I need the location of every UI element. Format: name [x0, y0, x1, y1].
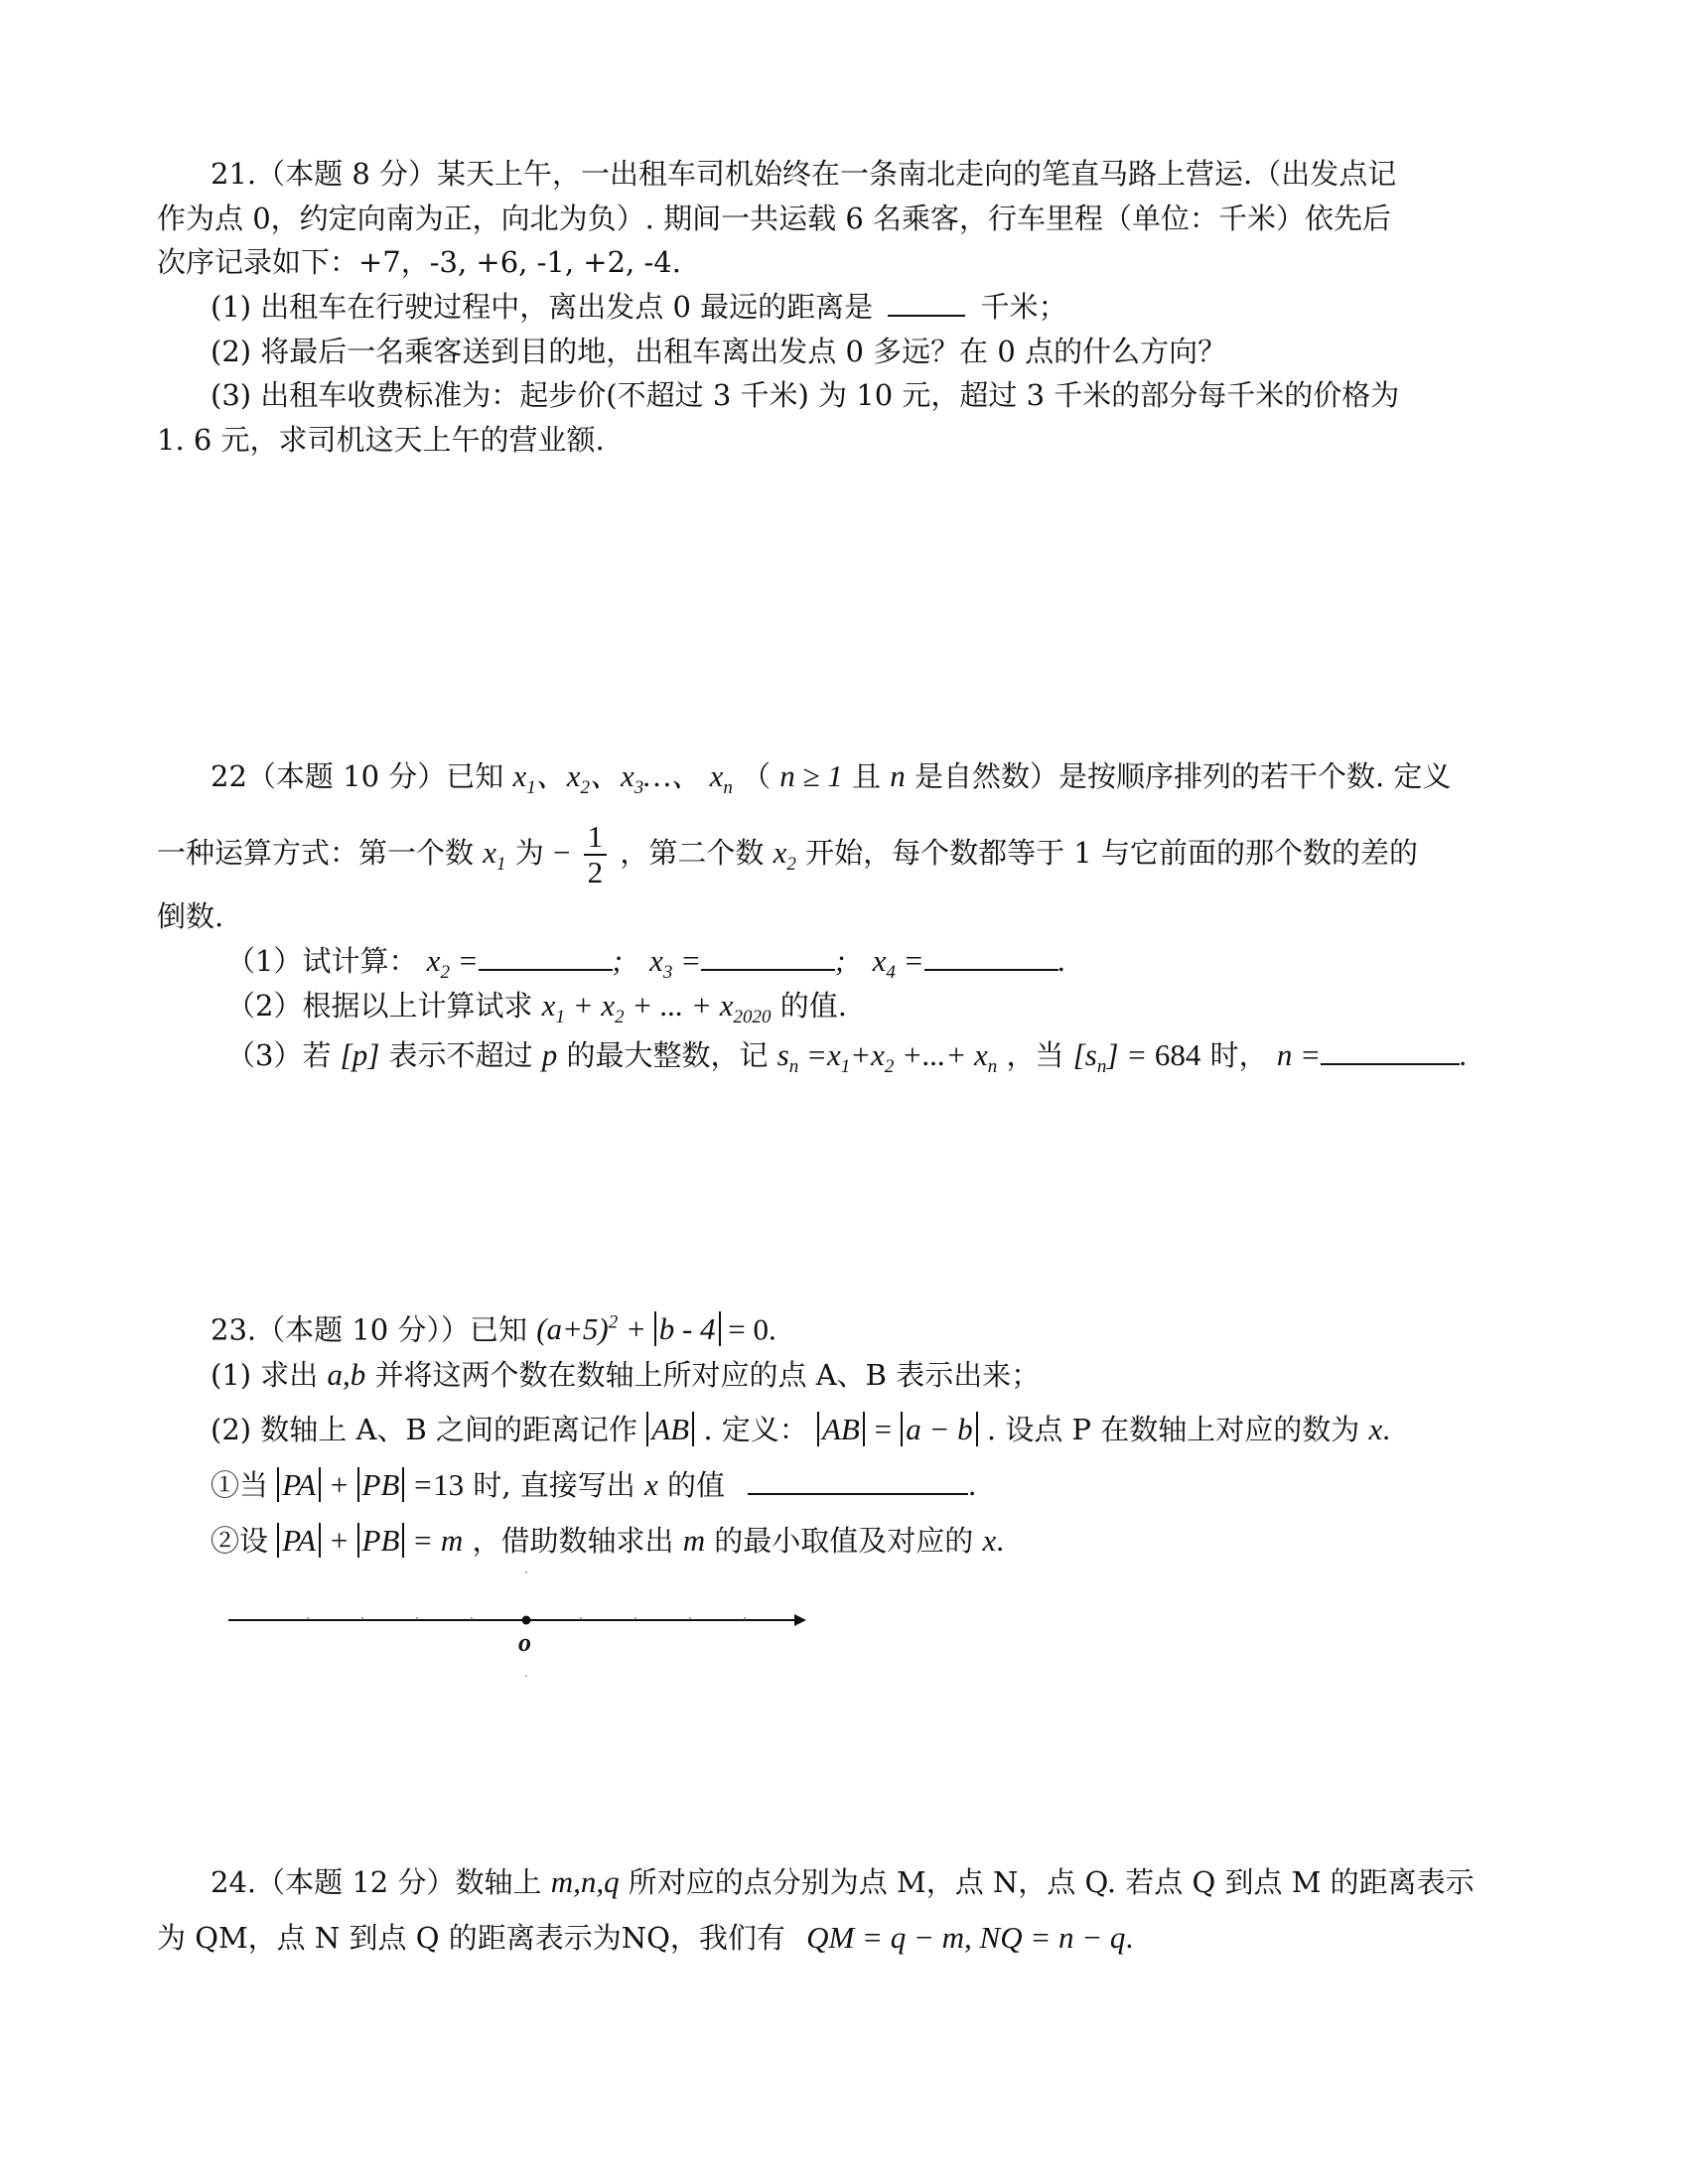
number-line — [218, 1569, 814, 1688]
q22-l2-b: 为 — [514, 836, 544, 870]
q22-x2: $x_2$ — [773, 835, 796, 876]
q21-line-2: 作为点 0，约定向南为正，向北为负）. 期间一共运载 6 名乘客，行车里程（单位：千米）依先后 — [157, 202, 1391, 235]
q23-equation: $(a+5)^2 + b - 4$ — [536, 1311, 728, 1346]
q22-l2-c: ，第二个数 — [620, 836, 765, 870]
q24-formula: QM = q − m, NQ = n − q — [806, 1920, 1126, 1955]
q22-frac-num: 1 — [584, 820, 608, 856]
q22-line-2 — [157, 820, 1418, 889]
q23-ab: a,b — [327, 1357, 366, 1392]
q22-x3-blank[interactable] — [701, 943, 835, 971]
q22-l1-a: 22（本题 10 分）已知 — [211, 759, 504, 793]
q22-part-3-d: ，当 — [1006, 1038, 1064, 1072]
q22-l2-d: 开始，每个数都等于 1 与它前面的那个数的差的 — [805, 836, 1418, 870]
q22-part-3: （3）若 [p] 表示不超过 p 的最大整数，记 $s_n =x_1+x_2$ +...+ $x_n$ ，当 $[s_n] = 684$ 时， n = . — [226, 1037, 1468, 1078]
q23-part-1 — [211, 1355, 1040, 1395]
q21-part-3-line-1: (3) 出租车收费标准为：起步价(不超过 3 千米) 为 10 元，超过 3 千米的部分每千米的价格为 — [211, 378, 1400, 412]
q22-x2-eq: $x_2$ = — [426, 943, 479, 984]
q22-frac-den: 2 — [587, 855, 604, 889]
q23-c2-c: 的最小取值及对应的 — [714, 1524, 974, 1558]
q22-part-2-tail: 的值. — [779, 989, 847, 1023]
q23-case-2: ②设 PA + PB = m ，借助数轴求出 m 的最小取值及对应的 x. — [211, 1523, 1005, 1558]
dot-mark — [525, 1675, 527, 1677]
q22-684: 684 — [1154, 1037, 1201, 1072]
q23-p2-b: . 定义： — [703, 1413, 808, 1446]
q23-c1-b: 时, 直接写出 — [473, 1468, 635, 1502]
q22-floor-sn: $[s_n]$ = — [1072, 1037, 1155, 1078]
q21-part-1-text: (1) 出租车在行驶过程中，离出发点 0 最远的距离是 — [211, 290, 874, 324]
q22-part-3-b: 表示不超过 — [388, 1038, 533, 1072]
q23-x: x — [1368, 1412, 1383, 1446]
q22-part-2 — [226, 986, 847, 1037]
q24-l1-b: 所对应的点分别为点 M，点 N，点 Q. 若点 Q 到点 M 的距离表示 — [628, 1865, 1475, 1899]
q22-sequence: $x_1$、$x_2$、$x_3\dots$、 $x_n$ — [512, 758, 733, 799]
q22-x4-eq: $x_4$ = — [872, 943, 924, 984]
q22-l1-d: 是自然数）是按顺序排列的若干个数. 定义 — [914, 759, 1452, 793]
q24-line-1 — [211, 1862, 1475, 1902]
q22-p: p — [541, 1037, 558, 1072]
q23-c2-a: ②设 — [211, 1524, 269, 1558]
q22-x2-blank[interactable] — [479, 943, 613, 971]
q24-line-2: 为 QM，点 N 到点 Q 的距离表示为NQ，我们有 QM = q − m, NQ = n − q. — [157, 1920, 1134, 1955]
q22-x3-eq: $x_3$ = — [649, 943, 702, 984]
q23-c2-b: ，借助数轴求出 — [472, 1524, 674, 1558]
q23-p1-a: (1) 求出 — [211, 1358, 319, 1392]
origin-label: o — [518, 1628, 531, 1657]
q22-l2-a: 一种运算方式：第一个数 — [157, 836, 475, 870]
q23-part-2: (2) 数轴上 A、B 之间的距离记作 AB . 定义： AB = a − b . 设点 P 在数轴上对应的数为 x. — [211, 1412, 1391, 1446]
q21-part-1-unit: 千米； — [980, 290, 1067, 324]
q22-part-3-a: （3）若 — [226, 1038, 332, 1072]
q23-c1-c: 的值 — [666, 1468, 725, 1502]
q23-c1-a: ①当 — [211, 1468, 269, 1502]
q21-part-1 — [211, 287, 1067, 327]
number-line-arrow — [794, 1614, 806, 1626]
q22-sum-sub: 2020 — [733, 1007, 772, 1028]
q23-c1-x: x — [643, 1467, 658, 1502]
q23-c2-x: x — [982, 1523, 997, 1558]
q22-line-1 — [211, 756, 1451, 808]
q24-l1-a: 24.（本题 12 分）数轴上 — [211, 1865, 542, 1899]
q23-13: 13 — [433, 1467, 465, 1502]
q22-sn-def: $s_n =x_1+x_2$ +...+ $x_n$ — [776, 1037, 998, 1078]
q22-l1-b: （ — [742, 759, 772, 793]
q22-part-3-e: 时， — [1209, 1038, 1268, 1072]
q23-p1-b: 并将这两个数在数轴上所对应的点 A、B 表示出来； — [374, 1358, 1041, 1392]
q23-p2-c: . 设点 P 在数轴上对应的数为 — [986, 1413, 1360, 1446]
q22-x1: $x_1$ — [483, 835, 506, 876]
q22-fraction — [584, 820, 608, 889]
q22-n: n — [890, 758, 906, 793]
dot-mark — [525, 1571, 527, 1573]
q24-mnq: m,n,q — [550, 1864, 620, 1899]
q23-c1-expr: PA + PB = — [277, 1467, 433, 1502]
q22-part-1-text: （1）试计算： — [226, 944, 418, 978]
q22-inequality: n ≥ 1 — [779, 758, 843, 793]
q23-c2-expr: PA + PB = m — [277, 1523, 463, 1558]
q22-n-eq: n = — [1276, 1037, 1321, 1072]
q21-part-3-line-2: 1. 6 元，求司机这天上午的营业额. — [157, 423, 605, 457]
q23-abs-ab: AB — [646, 1412, 694, 1446]
q22-l1-c: 且 — [852, 759, 882, 793]
q23-answer-blank[interactable] — [748, 1467, 968, 1495]
q21-answer-blank[interactable] — [888, 289, 965, 317]
q23-c2-m: m — [682, 1523, 706, 1558]
q21-part-2: (2) 将最后一名乘客送到目的地，出租车离出发点 0 多远？在 0 点的什么方向？ — [211, 335, 1227, 368]
q23-case-1: ①当 PA + PB =13 时, 直接写出 x 的值 . — [211, 1467, 976, 1502]
q24-l2-a: 为 QM，点 N 到点 Q 的距离表示为NQ，我们有 — [157, 1921, 785, 1955]
q23-p2-a: (2) 数轴上 A、B 之间的距离记作 — [211, 1413, 637, 1446]
q22-part-3-c: 的最大整数，记 — [566, 1038, 769, 1072]
q22-sum-expression: $x_1 + x_2$ + ... + $x_{2020}$ — [541, 988, 772, 1028]
q22-n-blank[interactable] — [1321, 1037, 1460, 1065]
q21-line-1: 21.（本题 8 分）某天上午，一出租车司机始终在一条南北走向的笔直马路上营运.（出发点记 — [211, 157, 1397, 191]
q22-minus: − — [552, 835, 571, 870]
q22-floor-p: [p] — [340, 1037, 380, 1072]
q22-part-1: （1）试计算： $x_2$ = ; $x_3$ = ; $x_4$ = . — [226, 943, 1066, 984]
q21-line-3: 次序记录如下：+7，-3, +6, -1, +2, -4. — [157, 245, 681, 279]
q23-line-1: 23.（本题 10 分））已知 $(a+5)^2 + b - 4 = 0$. — [211, 1311, 776, 1347]
q22-part-2-text: （2）根据以上计算试求 — [226, 989, 533, 1023]
q22-x4-blank[interactable] — [924, 943, 1058, 971]
q23-abs-def: AB = a − b — [817, 1412, 978, 1446]
origin-point — [522, 1616, 531, 1625]
q23-eq-tail: = 0 — [728, 1311, 769, 1347]
q23-l1-a: 23.（本题 10 分））已知 — [211, 1312, 527, 1347]
q22-line-3: 倒数. — [157, 899, 224, 933]
